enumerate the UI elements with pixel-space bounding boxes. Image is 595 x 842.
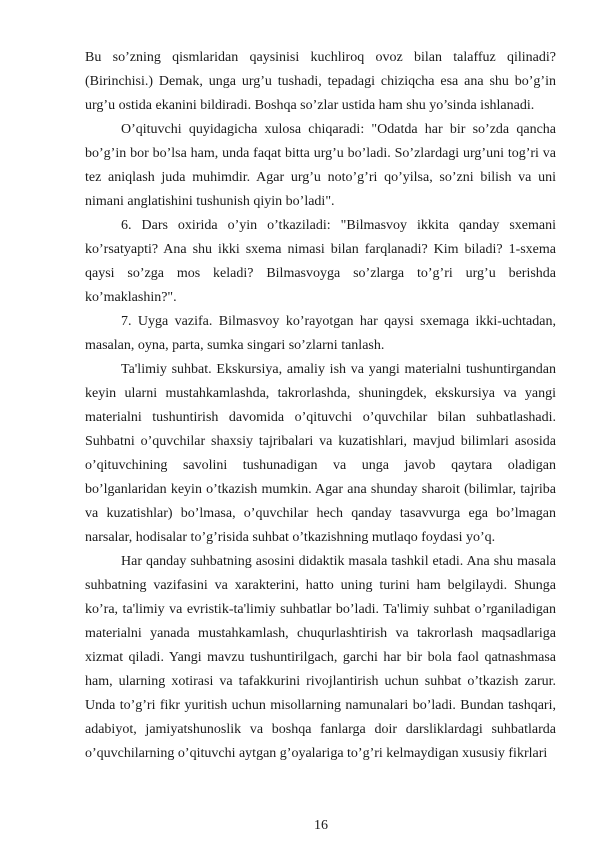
paragraph-6: Har qanday suhbatning asosini didaktik masala tashkil etadi. Ana shu masala suhbatning vazifasini va xarakterini, hatto uning turini ham belgilaydi. Shunga ko’ra, ta'limiy va evristik-ta'limiy suhbatlar bo’ladi. Ta'limiy suhbat o’rganiladigan materialni yanada mustahkamlash, chuqurlashtirish va takrorlash maqsadlariga xizmat qiladi. Yangi mavzu tushuntirilgach, garchi har bir bola faol qatnashmasa ham, ularning xotirasi va tafakkurini rivojlantirish uchun suhbat o’tkazish zarur. Unda to’g’ri fikr yuritish uchun misollarning namunalari bo’ladi. Bundan tashqari, adabiyot, jamiyatshunoslik va boshqa fanlarga doir darsliklardagi suhbatlarda o’quvchilarning o’qituvchi aytgan g’oyalariga to’g’ri kelmaydigan xususiy fikrlari <box>85 554 556 761</box>
paragraph-1: Bu so’zning qismlaridan qaysinisi kuchliroq ovoz bilan talaffuz qilinadi? (Birinchisi.) Demak, unga urg’u tushadi, tepadagi chiziqcha esa ana shu bo’g’in urg’u ostida ekanini bildiradi. Boshqa so’zlar ustida ham shu yo’sinda ishlanadi. <box>85 50 556 113</box>
paragraph-3: 6. Dars oxirida o’yin o’tkaziladi: "Bilmasvoy ikkita qanday sxemani ko’rsatyapti? Ana shu ikki sxema nimasi bilan farqlanadi? Kim biladi? 1-sxema qaysi so’zga mos keladi? Bilmasvoyga so’zlarga to’g’ri urg’u berishda ko’maklashin?". <box>85 218 556 305</box>
page-number: 16 <box>314 818 328 833</box>
body-text <box>85 46 556 766</box>
paragraph-5: Ta'limiy suhbat. Ekskursiya, amaliy ish va yangi materialni tushuntirgandan keyin ularni mustahkamlashda, takrorlashda, shuningdek, ekskursiya va yangi materialni tushuntirish davomida o’qituvchi o’quvchilar bilan suhbatlashadi. Suhbatni o’quvchilar shaxsiy tajribalari va kuzatishlari, mavjud bilimlari asosida o’qituvchining savolini tushunadigan va unga javob qaytara oladigan bo’lganlaridan keyin o’tkazish mumkin. Agar ana shunday sharoit (bilimlar, tajriba va kuzatishlar) bo’lmasa, o’quvchilar hech qanday tasavvurga ega bo’lmagan narsalar, hodisalar to’g’risida suhbat o’tkazishning mutlaqo foydasi yo’q. <box>85 362 556 545</box>
paragraph-2: O’qituvchi quyidagicha xulosa chiqaradi: "Odatda har bir so’zda qancha bo’g’in bor bo’lsa ham, unda faqat bitta urg’u bo’ladi. So’zlardagi urg’uni tog’ri va tez aniqlash juda muhimdir. Agar urg’u noto’g’ri qo’yilsa, so’zni bilish va uni nimani anglatishini tushunish qiyin bo’ladi". <box>85 122 556 209</box>
paragraph-4: 7. Uyga vazifa. Bilmasvoy ko’rayotgan har qaysi sxemaga ikki-uchtadan, masalan, oyna, parta, sumka singari so’zlarni tanlash. <box>85 314 556 353</box>
